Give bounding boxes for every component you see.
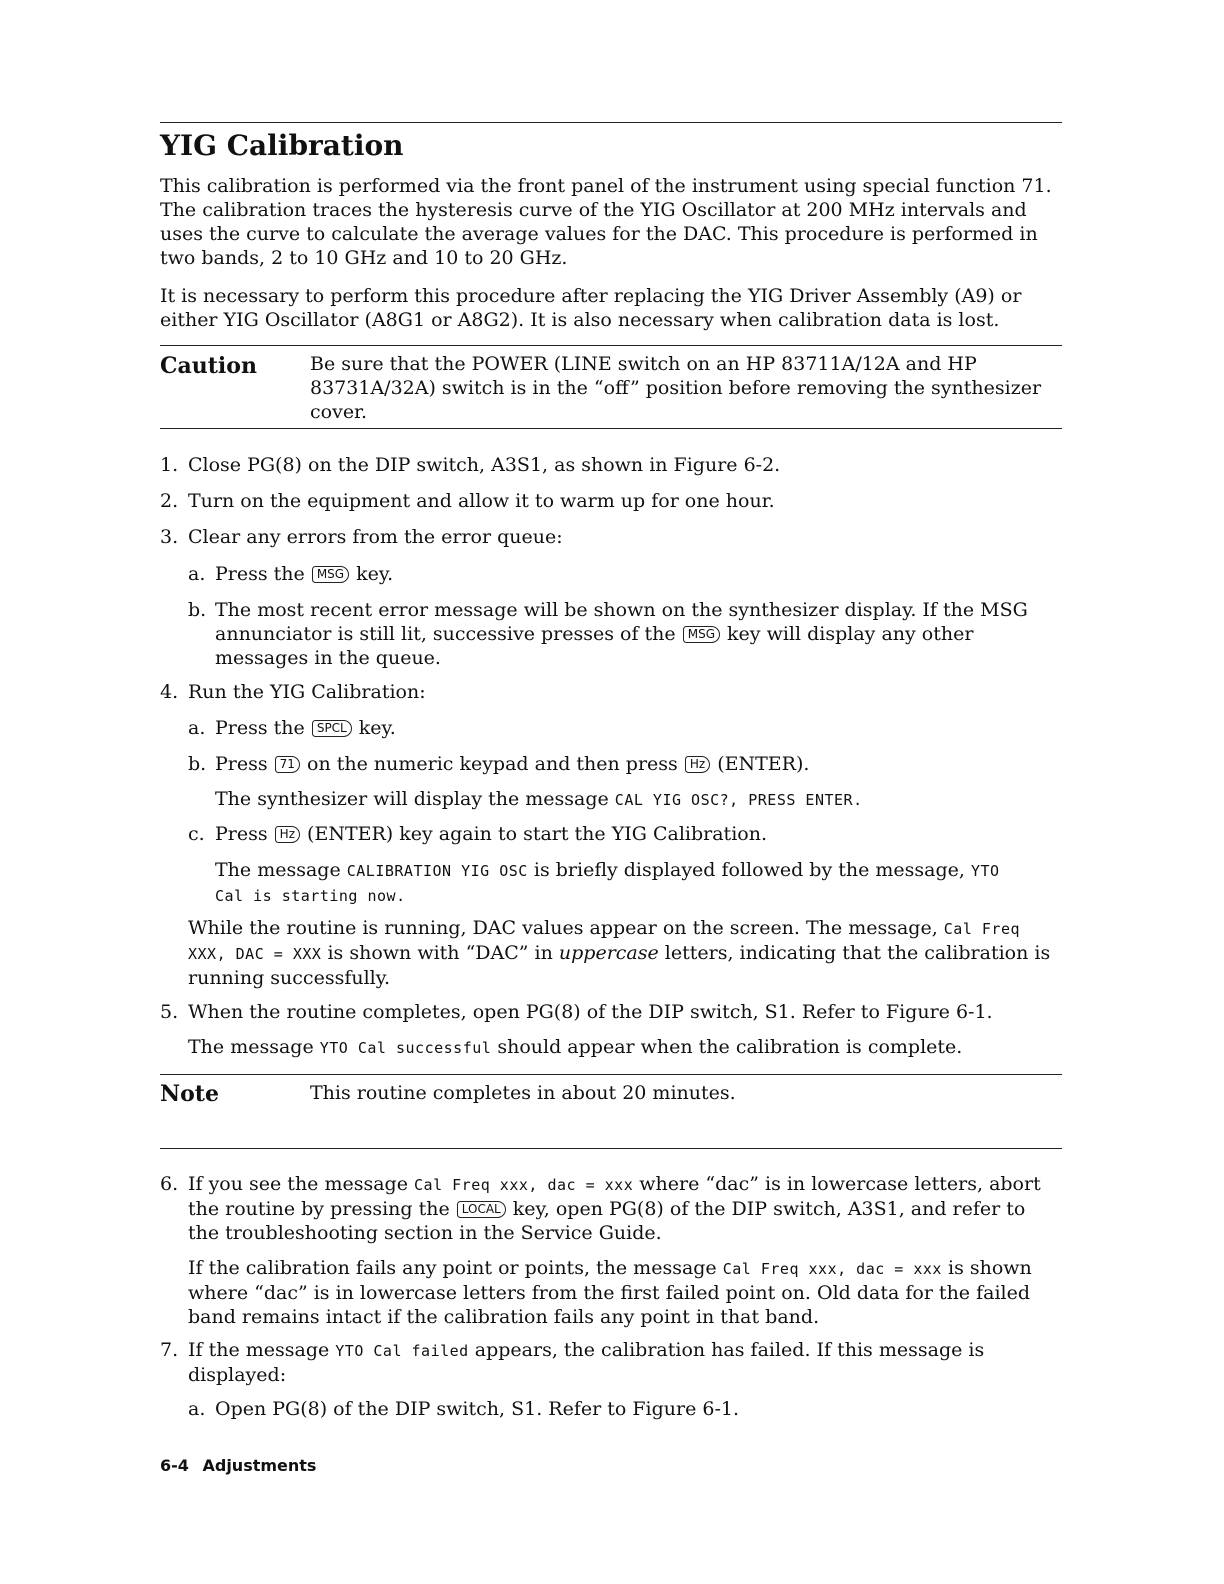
msg-key: MSG [312, 566, 349, 583]
step-3b-post: key will display any other messages in the queue. [215, 623, 974, 669]
step-4-number: 4. [160, 681, 179, 703]
step-3a-post: key. [356, 563, 394, 585]
step-4b-mid: on the numeric keypad and then press [307, 753, 678, 775]
step-6-post: key, open PG(8) of the DIP switch, A3S1, and refer to the troubleshooting section in the Service Guide. [188, 1198, 1026, 1244]
step-3b-letter: b. [188, 599, 207, 621]
step-6-fail-pre: If the calibration fails any point or points, the message [188, 1257, 717, 1279]
page-footer [160, 1456, 316, 1475]
step-4b-msg-pre: The synthesizer will display the message [215, 788, 609, 810]
top-rule [160, 122, 1062, 123]
step-4c-letter: c. [188, 823, 205, 845]
spcl-key: SPCL [312, 720, 352, 737]
step-4c-message [215, 858, 1035, 908]
step-2-text: Turn on the equipment and allow it to warm up for one hour. [188, 490, 775, 512]
step-2-number: 2. [160, 490, 179, 512]
step-6-text [188, 1172, 1060, 1245]
step-5-number: 5. [160, 1001, 179, 1023]
hz-key-2: Hz [275, 826, 300, 843]
step-4b-post: (ENTER). [717, 753, 810, 775]
step-6-number: 6. [160, 1173, 179, 1195]
intro-paragraph-1: This calibration is performed via the front panel of the instrument using special function 71. The calibration traces the hysteresis curve of the YIG Oscillator at 200 MHz intervals and uses the curve to calculate the average values for the DAC. This procedure is performed in two bands, 2 to 10 GHz and 10 to 20 GHz. [160, 175, 1052, 269]
step-7a-text: Open PG(8) of the DIP switch, S1. Refer to Figure 6-1. [215, 1398, 739, 1420]
step-7-post: appears, the calibration has failed. If this message is displayed: [188, 1339, 985, 1386]
step-4b-message [215, 787, 1060, 812]
step-4b-msg-code: CAL YIG OSC?, PRESS ENTER. [614, 791, 863, 809]
step-3a-text [215, 562, 1060, 586]
local-key: LOCAL [457, 1201, 506, 1218]
while-emphasis: uppercase [558, 942, 659, 964]
step-6-pre: If you see the message [188, 1173, 408, 1195]
step-6-mid: where “dac” is in lowercase letters, abort the routine by pressing the [188, 1173, 1041, 1220]
step-4b-letter: b. [188, 753, 207, 775]
step-4c-pre: Press [215, 823, 268, 845]
section-title: YIG Calibration [160, 129, 404, 162]
step-3a-letter: a. [188, 563, 206, 585]
step-4c-msg-code-1: CALIBRATION YIG OSC [346, 862, 528, 880]
step-4a-letter: a. [188, 717, 206, 739]
while-pre: While the routine is running, DAC values appear on the screen. The message, [188, 917, 938, 939]
step-4c-msg-code-2: YTO Cal is starting now. [215, 862, 1000, 905]
step-5-msg-pre: The message [188, 1036, 314, 1058]
step-5-text: When the routine completes, open PG(8) of the DIP switch, S1. Refer to Figure 6-1. [188, 1001, 993, 1023]
step-6-failure-text [188, 1256, 1060, 1329]
msg-key-2: MSG [683, 626, 720, 643]
step-3-text: Clear any errors from the error queue: [188, 526, 563, 548]
while-post: letters, indicating that the calibration is running successfully. [188, 942, 1051, 989]
intro-paragraph-2: It is necessary to perform this procedure after replacing the YIG Driver Assembly (A9) or either YIG Oscillator (A8G1 or A8G2). It is also necessary when calibration data is lost. [160, 285, 1022, 331]
step-4a-pre: Press the [215, 717, 305, 739]
caution-text: Be sure that the POWER (LINE switch on an HP 83711A/12A and HP 83731A/32A) switch is in the “off” position before removing the synthesizer cover. [310, 353, 1042, 423]
step-4-text: Run the YIG Calibration: [188, 681, 426, 703]
caution-rule-bottom [160, 428, 1062, 429]
step-5-msg-post: should appear when the calibration is complete. [497, 1036, 963, 1058]
caution-label: Caution [160, 353, 257, 379]
step-7-code: YTO Cal failed [335, 1342, 469, 1360]
step-7-pre: If the message [188, 1339, 330, 1361]
step-3-number: 3. [160, 526, 179, 548]
step-3b-pre: The most recent error message will be shown on the synthesizer display. If the MSG annunciator is still lit, successive presses of the [215, 599, 1028, 645]
step-4c-post: (ENTER) key again to start the YIG Calibration. [307, 823, 767, 845]
step-4-while-running [188, 916, 1058, 990]
caution-rule-top [160, 345, 1062, 346]
step-6-fail-code: Cal Freq xxx, dac = xxx [722, 1260, 942, 1278]
hz-key: Hz [685, 756, 710, 773]
while-code: Cal Freq XXX, DAC = XXX [188, 920, 1021, 963]
while-mid: is shown with “DAC” in [327, 942, 553, 964]
note-rule-top [160, 1074, 1062, 1075]
step-4a-post: key. [358, 717, 396, 739]
note-label: Note [160, 1081, 219, 1107]
step-4c-msg-mid: is briefly displayed followed by the message, [533, 859, 965, 881]
step-3a-pre: Press the [215, 563, 305, 585]
footer-section: Adjustments [202, 1456, 317, 1475]
step-7a-letter: a. [188, 1398, 206, 1420]
step-5-message [188, 1035, 1058, 1060]
step-3b-text [215, 598, 1060, 670]
step-1-number: 1. [160, 454, 179, 476]
step-1-text: Close PG(8) on the DIP switch, A3S1, as shown in Figure 6-2. [188, 454, 781, 476]
key-71: 71 [275, 756, 300, 773]
note-rule-bottom [160, 1148, 1062, 1149]
step-6-code: Cal Freq xxx, dac = xxx [414, 1176, 634, 1194]
step-7-number: 7. [160, 1339, 179, 1361]
step-5-msg-code: YTO Cal successful [319, 1039, 492, 1057]
page-number: 6-4 [160, 1456, 189, 1475]
step-4b-pre: Press [215, 753, 268, 775]
step-6-fail-post: is shown where “dac” is in lowercase letters from the first failed point on. Old data for the failed band remains intact if the calibration fails any point in that band. [188, 1257, 1032, 1328]
step-7-text [188, 1338, 1028, 1387]
step-4c-msg-pre: The message [215, 859, 341, 881]
step-4a-text [215, 716, 1060, 740]
note-text: This routine completes in about 20 minutes. [310, 1082, 736, 1104]
step-4c-text [215, 822, 1060, 846]
step-4b-text [215, 752, 1060, 776]
